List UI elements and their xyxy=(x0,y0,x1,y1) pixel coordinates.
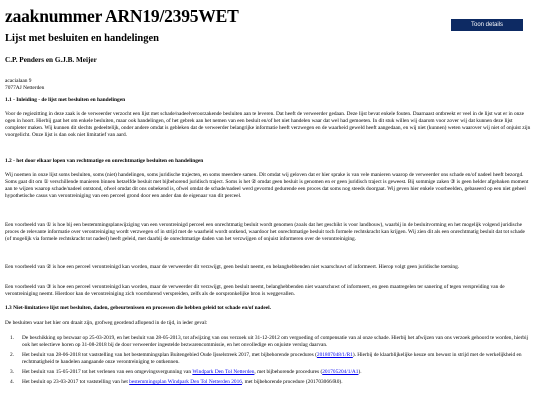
section-1-3-intro: De besluiten waar het hier om draait zijn, grofweg geordend aflopend in de tijd, in ieder geval: xyxy=(5,320,208,326)
document-title: Lijst met besluiten en handelingen xyxy=(5,33,160,44)
section-1-2-paragraph-4: Een voorbeeld van ③ is hoe een perceel verontreinigd kan worden, maar de verweerder dit verzwijgt, geen besluit neemt, belanghebbenden niet waarschuwt of informeert, en geen maatregelen ter sanering of tegen verspreiding van de verontreiniging neemt. Hierdoor kan de verontreiniging zich voortdurend verspreiden, zelfs als de oorspronkelijke bron is weggevallen. xyxy=(5,284,505,298)
list-item-text: De beschikking op bezwaar op 25-03-2019, en het besluit van 28-05-2013, tot afwijzing van ons verzoek uit 31-12-2012 om vergoeding of compensatie van al onze schade. Hierbij het afwijzen van ons verzoek gehoord te worden, hierbij ook het selectieve horen op 31-08-2018 bij de door verweerder ingestelde bezwarencommissie, en het onvolledige en onjuiste verslag daarvan. xyxy=(22,335,529,349)
section-1-2-paragraph-2: Een voorbeeld van ① is hoe bij een bestemmingsplanwijziging van een verontreinigd perceel een onrechtmatig besluit wordt genomen (zoals dat het geschikt is voor landbouw), waarbij in de besluitvorming en het mogelijk volgend juridische proces de relevante informatie over verontreiniging wordt verzwegen of in strijd met de waarheid wordt ontkend, waardoor het onrechtmatige besluit toch formele rechtskracht kan krijgen. Wij zien dit als een onrechtmatig besluit dat tot schade (of mogelijk via formele rechtskracht tot nadeel) heeft geleid, met daarbij de onrechtmatige daden van het verzwijgen of onjuist informeren over de verontreiniging. xyxy=(5,222,525,243)
section-heading-1-1: 1.1 - Inleiding - de lijst met besluiten en handelingen xyxy=(5,97,126,103)
address-city: 7077AJ Netterden xyxy=(5,85,45,92)
list-item-number: 4. xyxy=(10,379,15,386)
procedure-link[interactable]: 201807048/1/R1 xyxy=(316,352,353,359)
address-street: acacialaan 9 xyxy=(5,78,32,84)
list-item-text: Het besluit van 28-06-2018 tot vaststelling van het bestemmingsplan Buitengebied Oude Ijsselstreek 2017, met bijbehorende procedures ( xyxy=(22,352,317,359)
case-number-title: zaaknummer ARN19/2395WET xyxy=(5,6,239,26)
list-item-text-continued: , met bijbehorende procedure (201703066/R0). xyxy=(241,379,343,386)
windpark-link[interactable]: Windpark Den Tol Netterden xyxy=(192,369,255,376)
section-heading-1-3: 1.3 Niet-limitatieve lijst met besluiten, daden, gebeurtenissen en processen die hebben geleid tot schade en/of nadeel. xyxy=(5,305,271,311)
list-item xyxy=(5,369,531,376)
list-item-text-end: ). xyxy=(358,369,362,376)
list-item-number: 2. xyxy=(10,352,15,359)
list-item-number: 1. xyxy=(10,335,15,341)
toon-details-button[interactable]: Toon details xyxy=(451,19,523,31)
list-item-text: Het besluit op 23-03-2017 tot vaststelling van het xyxy=(22,379,130,386)
list-item-text-continued: ). Hierbij de klaarblijkelijke keuze om bewust in strijd met de werkelijkheid en rechtmatigheid te handelen aangaande onze verontreiniging te ontkennen. xyxy=(22,352,522,366)
list-item xyxy=(5,352,531,366)
bestemmingsplan-link[interactable]: bestemmingsplan Windpark Den Tol Netterden 2016 xyxy=(129,379,242,386)
address-block xyxy=(5,78,44,93)
section-1-1-paragraph: Voor de regiezitting in deze zaak is de verweerder verzocht een lijst met schade/nadeelveroorzakende besluiten aan te leveren. Dat heeft de verweerder gedaan. Deze lijst bevat enkele fouten. Daarnaast ontbreekt er veel in de lijst wat er in onze ogen in hoort. Hierbij gaat het om enkele besluiten, maar ook handelingen, of het gebrek aan het nemen van een besluit en/of het niet handelen waar dat wel had gemoeten. In dit stuk willen wij daarom voor zover wij dat kunnen deze lijst completer maken. Wij kunnen dit slechts gedeeltelijk, onder andere omdat is gebleken dat de verweerder belangrijke informatie heeft verzwegen en de waarheid geweld heeft aangedaan, en wij niet (kunnen) weten waarover wij niet of onjuist zijn voorgelicht. Onze lijst is dan ook niet limitatief van aard. xyxy=(5,111,531,139)
list-item-text: Het besluit van 15-05-2017 tot het verlenen van een omgevingsvergunning van xyxy=(22,369,193,376)
list-item-text-continued: , met bijbehorende procedures ( xyxy=(254,369,323,376)
section-heading-1-2: 1.2 - het door elkaar lopen van rechtmatige en onrechtmatige besluiten en handelingen xyxy=(5,158,204,164)
list-item xyxy=(5,379,531,386)
section-1-2-paragraph-3: Een voorbeeld van ② is hoe een perceel verontreinigd kan worden, maar de verweerder dit verzwijgt, geen besluit neemt, en belanghebbenden niet waarschuwt of informeert. Hierop volgt geen juridische toetsing. xyxy=(5,264,460,270)
decisions-list xyxy=(5,335,531,389)
list-item xyxy=(5,335,531,349)
procedure-link[interactable]: 201705204/1/A1 xyxy=(322,369,359,376)
list-item-number: 3. xyxy=(10,369,15,376)
authors: C.P. Penders en G.J.B. Meijer xyxy=(5,56,97,64)
section-1-2-paragraph-1: Wij noemen in onze lijst soms besluiten, soms (niet) handelingen, soms juridische trajecten, en soms meerdere samen. Dit omdat wij geloven dat er hier sprake is van vele manieren waarop de verweerder ons schade en/of nadeel heeft bezorgd. Soms gaat dit om ① verschillende manieren binnen hetzelfde besluit met bijbehorend juridisch traject. Soms is het ② omdat geen besluit is genomen en er geen juridisch traject is geweest. Bij sommige zaken ③ is geen helder afgebaken moment aan te wijzen waarop schade/nadeel ontstond, ofwel omdat dit ons onbekend is, ofwel omdat de schade/nadeel werd gevormd gedurende een proces dat soms nog steeds doorgaat. Wij geven hier enkele voorbeelden, gebaseerd op een niet geheel hypothetische casus van verontreiniging van een perceel grond door een ander dan de eigenaar van dit perceel. xyxy=(5,172,529,200)
